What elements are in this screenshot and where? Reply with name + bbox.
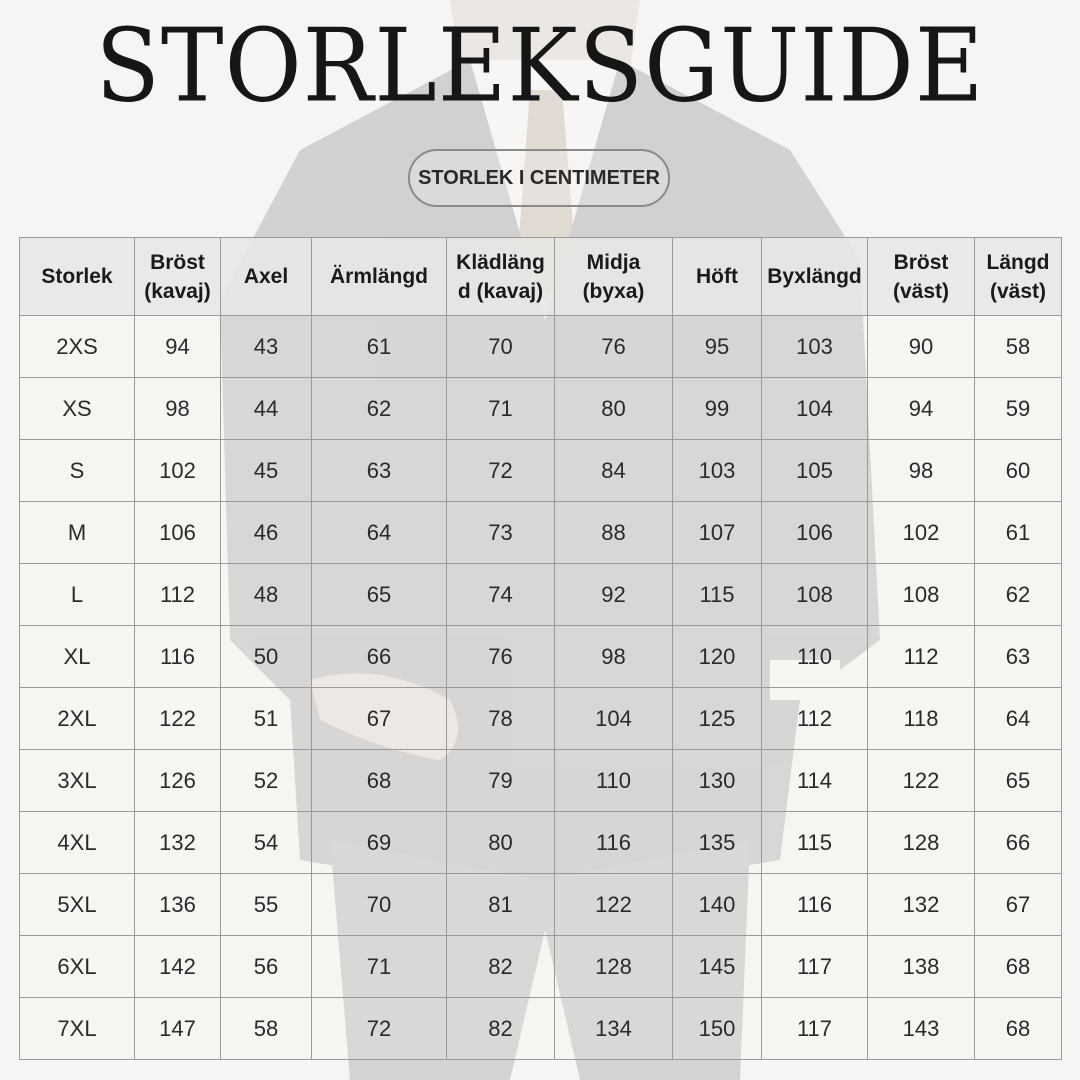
size-cell: 7XL	[20, 998, 135, 1060]
measurement-cell: 98	[555, 626, 673, 688]
column-header-line: d (kavaj)	[457, 279, 544, 303]
column-header-line: Bröst	[150, 250, 205, 274]
measurement-cell: 63	[312, 440, 447, 502]
table-row	[20, 688, 1062, 750]
measurement-cell: 69	[312, 812, 447, 874]
measurement-cell: 120	[673, 626, 762, 688]
column-header-line: (byxa)	[582, 279, 645, 303]
size-table	[19, 237, 1062, 1060]
size-cell: S	[20, 440, 135, 502]
measurement-cell: 116	[555, 812, 673, 874]
measurement-cell: 115	[762, 812, 868, 874]
measurement-cell: 102	[868, 502, 975, 564]
size-cell: XL	[20, 626, 135, 688]
size-cell: M	[20, 502, 135, 564]
measurement-cell: 122	[555, 874, 673, 936]
measurement-cell: 134	[555, 998, 673, 1060]
measurement-cell: 132	[868, 874, 975, 936]
measurement-cell: 103	[762, 316, 868, 378]
table-row	[20, 936, 1062, 998]
measurement-cell: 45	[221, 440, 312, 502]
measurement-cell: 61	[312, 316, 447, 378]
measurement-cell: 115	[673, 564, 762, 626]
table-row	[20, 316, 1062, 378]
measurement-cell: 80	[555, 378, 673, 440]
measurement-cell: 67	[975, 874, 1062, 936]
measurement-cell: 70	[447, 316, 555, 378]
measurement-cell: 132	[135, 812, 221, 874]
measurement-cell: 66	[312, 626, 447, 688]
size-cell: XS	[20, 378, 135, 440]
measurement-cell: 76	[447, 626, 555, 688]
measurement-cell: 59	[975, 378, 1062, 440]
measurement-cell: 147	[135, 998, 221, 1060]
measurement-cell: 122	[135, 688, 221, 750]
table-header-row	[20, 238, 1062, 316]
column-header-line: Längd	[986, 250, 1050, 274]
measurement-cell: 74	[447, 564, 555, 626]
measurement-cell: 65	[975, 750, 1062, 812]
column-header-line: Ärmlängd	[329, 265, 428, 288]
measurement-cell: 62	[975, 564, 1062, 626]
measurement-cell: 128	[868, 812, 975, 874]
measurement-cell: 44	[221, 378, 312, 440]
measurement-cell: 110	[555, 750, 673, 812]
measurement-cell: 60	[975, 440, 1062, 502]
table-row	[20, 998, 1062, 1060]
measurement-cell: 62	[312, 378, 447, 440]
measurement-cell: 84	[555, 440, 673, 502]
measurement-cell: 58	[221, 998, 312, 1060]
measurement-cell: 145	[673, 936, 762, 998]
measurement-cell: 55	[221, 874, 312, 936]
measurement-cell: 71	[312, 936, 447, 998]
measurement-cell: 90	[868, 316, 975, 378]
measurement-cell: 51	[221, 688, 312, 750]
column-header	[868, 238, 975, 316]
table-row	[20, 812, 1062, 874]
column-header-line: Midja	[586, 250, 641, 274]
column-header	[221, 238, 312, 316]
measurement-cell: 126	[135, 750, 221, 812]
measurement-cell: 105	[762, 440, 868, 502]
measurement-cell: 112	[135, 564, 221, 626]
measurement-cell: 138	[868, 936, 975, 998]
measurement-cell: 103	[673, 440, 762, 502]
measurement-cell: 106	[762, 502, 868, 564]
measurement-cell: 68	[975, 998, 1062, 1060]
measurement-cell: 107	[673, 502, 762, 564]
measurement-cell: 48	[221, 564, 312, 626]
size-cell: L	[20, 564, 135, 626]
measurement-cell: 81	[447, 874, 555, 936]
table-row	[20, 750, 1062, 812]
measurement-cell: 95	[673, 316, 762, 378]
measurement-cell: 128	[555, 936, 673, 998]
size-cell: 2XL	[20, 688, 135, 750]
measurement-cell: 78	[447, 688, 555, 750]
measurement-cell: 56	[221, 936, 312, 998]
column-header	[312, 238, 447, 316]
column-header-line: Storlek	[41, 265, 113, 288]
measurement-cell: 50	[221, 626, 312, 688]
column-header-line: (kavaj)	[144, 279, 211, 303]
measurement-cell: 64	[975, 688, 1062, 750]
column-header-line: Byxlängd	[767, 265, 862, 288]
table-row	[20, 378, 1062, 440]
measurement-cell: 108	[762, 564, 868, 626]
measurement-cell: 67	[312, 688, 447, 750]
measurement-cell: 136	[135, 874, 221, 936]
measurement-cell: 99	[673, 378, 762, 440]
measurement-cell: 88	[555, 502, 673, 564]
measurement-cell: 94	[868, 378, 975, 440]
measurement-cell: 76	[555, 316, 673, 378]
column-header-line: (väst)	[989, 279, 1047, 303]
measurement-cell: 118	[868, 688, 975, 750]
measurement-cell: 63	[975, 626, 1062, 688]
measurement-cell: 140	[673, 874, 762, 936]
measurement-cell: 122	[868, 750, 975, 812]
measurement-cell: 72	[312, 998, 447, 1060]
table-row	[20, 502, 1062, 564]
column-header	[447, 238, 555, 316]
measurement-cell: 68	[975, 936, 1062, 998]
column-header	[975, 238, 1062, 316]
unit-badge: STORLEK I CENTIMETER	[408, 149, 670, 207]
measurement-cell: 150	[673, 998, 762, 1060]
page-title: STORLEKSGUIDE	[95, 7, 985, 126]
measurement-cell: 116	[135, 626, 221, 688]
measurement-cell: 43	[221, 316, 312, 378]
column-header	[762, 238, 868, 316]
measurement-cell: 52	[221, 750, 312, 812]
column-header	[135, 238, 221, 316]
measurement-cell: 143	[868, 998, 975, 1060]
size-cell: 5XL	[20, 874, 135, 936]
measurement-cell: 114	[762, 750, 868, 812]
measurement-cell: 65	[312, 564, 447, 626]
measurement-cell: 46	[221, 502, 312, 564]
column-header-line: Axel	[243, 265, 289, 288]
measurement-cell: 108	[868, 564, 975, 626]
column-header-line: Höft	[696, 265, 738, 288]
measurement-cell: 104	[762, 378, 868, 440]
measurement-cell: 79	[447, 750, 555, 812]
measurement-cell: 112	[762, 688, 868, 750]
table-row	[20, 626, 1062, 688]
table-row	[20, 440, 1062, 502]
column-header	[673, 238, 762, 316]
measurement-cell: 58	[975, 316, 1062, 378]
table-row	[20, 874, 1062, 936]
measurement-cell: 68	[312, 750, 447, 812]
measurement-cell: 106	[135, 502, 221, 564]
column-header-line: Bröst	[893, 250, 949, 274]
measurement-cell: 104	[555, 688, 673, 750]
measurement-cell: 125	[673, 688, 762, 750]
measurement-cell: 64	[312, 502, 447, 564]
measurement-cell: 110	[762, 626, 868, 688]
size-cell: 4XL	[20, 812, 135, 874]
measurement-cell: 54	[221, 812, 312, 874]
measurement-cell: 72	[447, 440, 555, 502]
measurement-cell: 92	[555, 564, 673, 626]
measurement-cell: 71	[447, 378, 555, 440]
column-header	[555, 238, 673, 316]
measurement-cell: 80	[447, 812, 555, 874]
size-cell: 6XL	[20, 936, 135, 998]
column-header-line: (väst)	[892, 279, 950, 303]
column-header-line: Klädläng	[456, 250, 545, 274]
measurement-cell: 94	[135, 316, 221, 378]
measurement-cell: 70	[312, 874, 447, 936]
measurement-cell: 117	[762, 936, 868, 998]
measurement-cell: 112	[868, 626, 975, 688]
size-cell: 3XL	[20, 750, 135, 812]
measurement-cell: 82	[447, 936, 555, 998]
measurement-cell: 66	[975, 812, 1062, 874]
measurement-cell: 73	[447, 502, 555, 564]
measurement-cell: 135	[673, 812, 762, 874]
measurement-cell: 102	[135, 440, 221, 502]
column-header	[20, 238, 135, 316]
measurement-cell: 82	[447, 998, 555, 1060]
table-row	[20, 564, 1062, 626]
measurement-cell: 117	[762, 998, 868, 1060]
measurement-cell: 61	[975, 502, 1062, 564]
measurement-cell: 142	[135, 936, 221, 998]
measurement-cell: 98	[868, 440, 975, 502]
measurement-cell: 130	[673, 750, 762, 812]
size-cell: 2XS	[20, 316, 135, 378]
measurement-cell: 98	[135, 378, 221, 440]
measurement-cell: 116	[762, 874, 868, 936]
